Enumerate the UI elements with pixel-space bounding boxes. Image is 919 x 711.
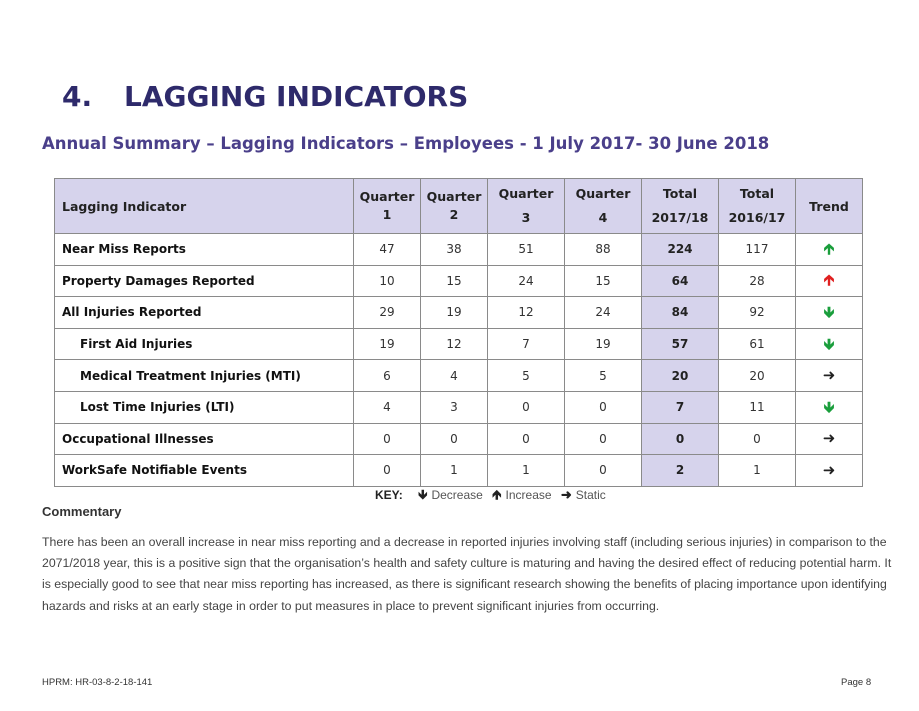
table-row: [55, 391, 863, 423]
key-static: Static: [575, 488, 606, 502]
total-2017-18-value: 84: [642, 297, 719, 329]
trend-cell: [796, 360, 863, 392]
footer-page-number: Page 8: [841, 677, 872, 688]
header-quarter-2: Quarter 2: [421, 179, 488, 234]
key-increase: Increase: [505, 488, 552, 502]
commentary-heading: Commentary: [42, 504, 122, 519]
trend-cell: [796, 391, 863, 423]
quarter-1-value: 19: [354, 328, 421, 360]
arrow-right-icon: ➜: [822, 429, 836, 448]
indicator-label: Occupational Illnesses: [55, 423, 354, 455]
trend-key: [375, 486, 606, 508]
quarter-2-value: 4: [421, 360, 488, 392]
quarter-2-value: 3: [421, 391, 488, 423]
quarter-2-value: 0: [421, 423, 488, 455]
quarter-1-value: 29: [354, 297, 421, 329]
arrow-right-icon: ➜: [560, 487, 572, 502]
quarter-2-value: 12: [421, 328, 488, 360]
section-title: LAGGING INDICATORS: [124, 80, 469, 113]
table-row: [55, 360, 863, 392]
total-2017-18-value: 57: [642, 328, 719, 360]
indicator-label: Near Miss Reports: [55, 234, 354, 266]
table-row: [55, 234, 863, 266]
total-2016-17-value: 61: [719, 328, 796, 360]
footer-reference: HPRM: HR-03-8-2-18-141: [42, 677, 153, 688]
arrow-up-icon: 🡹: [492, 487, 502, 502]
trend-cell: [796, 265, 863, 297]
total-2016-17-value: 1: [719, 455, 796, 487]
quarter-2-value: 1: [421, 455, 488, 487]
quarter-1-value: 10: [354, 265, 421, 297]
trend-cell: [796, 455, 863, 487]
quarter-2-value: 15: [421, 265, 488, 297]
arrow-down-icon: 🡻: [418, 487, 428, 502]
indicator-label: First Aid Injuries: [55, 328, 354, 360]
arrow-up-icon: 🡱: [823, 239, 835, 258]
section-heading: [62, 80, 468, 113]
quarter-3-value: 24: [488, 265, 565, 297]
quarter-4-value: 0: [565, 423, 642, 455]
total-2016-17-value: 92: [719, 297, 796, 329]
key-decrease: Decrease: [431, 488, 483, 502]
quarter-1-value: 6: [354, 360, 421, 392]
trend-cell: [796, 234, 863, 266]
quarter-1-value: 0: [354, 455, 421, 487]
indicator-label: All Injuries Reported: [55, 297, 354, 329]
trend-cell: [796, 328, 863, 360]
quarter-3-value: 1: [488, 455, 565, 487]
quarter-3-value: 7: [488, 328, 565, 360]
quarter-4-value: 24: [565, 297, 642, 329]
commentary-text: There has been an overall increase in near miss reporting and a decrease in reported injuries involving staff (including serious injuries) in comparison to the 2071/2018 year, this is a positive sign that the organisation’s health and safety culture is maturing and having the desired effect of reducing potential harm. It is especially good to see that near miss reporting has increased, as there is significant research showing the benefits of placing importance upon identifying hazards and risks at an early stage in order to put measures in place to prevent significant injuries from occurring.: [42, 535, 892, 613]
total-2016-17-value: 28: [719, 265, 796, 297]
trend-cell: [796, 423, 863, 455]
indicator-label: Property Damages Reported: [55, 265, 354, 297]
indicator-label: Medical Treatment Injuries (MTI): [55, 360, 354, 392]
quarter-2-value: 38: [421, 234, 488, 266]
total-2016-17-value: 0: [719, 423, 796, 455]
header-total-2017-18: Total 2017/18: [642, 179, 719, 234]
total-2016-17-value: 20: [719, 360, 796, 392]
table-row: [55, 328, 863, 360]
header-quarter-1: Quarter 1: [354, 179, 421, 234]
quarter-1-value: 47: [354, 234, 421, 266]
section-number: 4.: [62, 80, 93, 113]
total-2017-18-value: 7: [642, 391, 719, 423]
quarter-4-value: 15: [565, 265, 642, 297]
total-2016-17-value: 11: [719, 391, 796, 423]
indicator-label: WorkSafe Notifiable Events: [55, 455, 354, 487]
table-row: [55, 455, 863, 487]
trend-cell: [796, 297, 863, 329]
arrow-up-icon: 🡱: [823, 271, 835, 290]
key-label: KEY:: [375, 488, 403, 502]
arrow-right-icon: ➜: [822, 460, 836, 479]
total-2017-18-value: 0: [642, 423, 719, 455]
quarter-3-value: 51: [488, 234, 565, 266]
header-quarter-3: Quarter 3: [488, 179, 565, 234]
arrow-down-icon: 🡻: [823, 302, 835, 321]
table-row: [55, 265, 863, 297]
quarter-4-value: 0: [565, 455, 642, 487]
quarter-1-value: 0: [354, 423, 421, 455]
total-2017-18-value: 2: [642, 455, 719, 487]
table-row: [55, 423, 863, 455]
quarter-3-value: 5: [488, 360, 565, 392]
indicator-label: Lost Time Injuries (LTI): [55, 391, 354, 423]
table-row: [55, 297, 863, 329]
quarter-4-value: 5: [565, 360, 642, 392]
header-lagging-indicator: Lagging Indicator: [55, 179, 354, 234]
header-total-2016-17: Total 2016/17: [719, 179, 796, 234]
quarter-3-value: 0: [488, 423, 565, 455]
total-2016-17-value: 117: [719, 234, 796, 266]
arrow-down-icon: 🡻: [823, 397, 835, 416]
total-2017-18-value: 64: [642, 265, 719, 297]
lagging-indicators-table: [54, 178, 863, 487]
quarter-4-value: 88: [565, 234, 642, 266]
quarter-1-value: 4: [354, 391, 421, 423]
arrow-right-icon: ➜: [822, 366, 836, 385]
quarter-2-value: 19: [421, 297, 488, 329]
quarter-4-value: 19: [565, 328, 642, 360]
quarter-3-value: 0: [488, 391, 565, 423]
arrow-down-icon: 🡻: [823, 334, 835, 353]
table-subtitle: Annual Summary – Lagging Indicators – Employees - 1 July 2017- 30 June 2018: [42, 134, 770, 153]
quarter-4-value: 0: [565, 391, 642, 423]
header-quarter-4: Quarter 4: [565, 179, 642, 234]
quarter-3-value: 12: [488, 297, 565, 329]
total-2017-18-value: 20: [642, 360, 719, 392]
header-trend: Trend: [796, 179, 863, 234]
total-2017-18-value: 224: [642, 234, 719, 266]
table-header-row: [55, 179, 863, 234]
